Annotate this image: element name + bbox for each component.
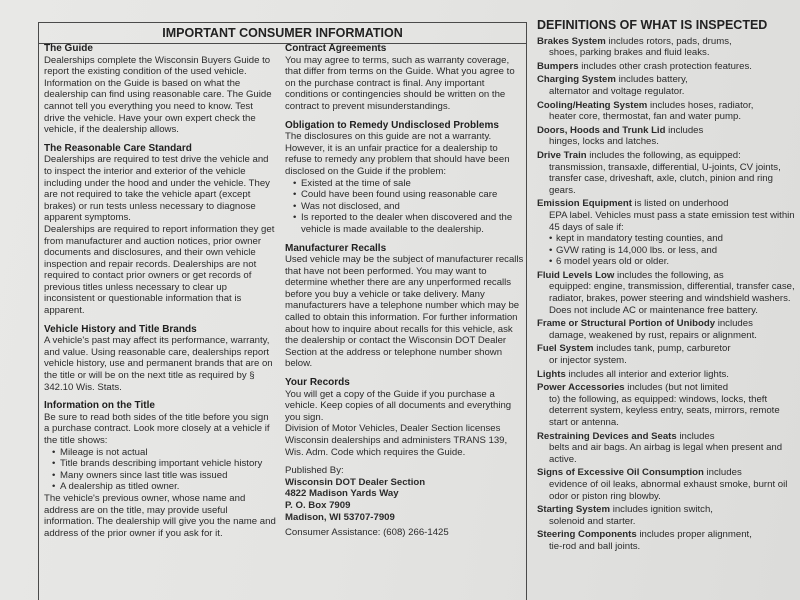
section-obligation bbox=[285, 120, 525, 236]
definition-term: Frame or Structural Portion of Unibody bbox=[537, 318, 716, 330]
list-item: • Is reported to the dealer when discovered and the vehicle is made available to the dealership. bbox=[293, 212, 525, 235]
definition-text-continued: shoes, parking brakes and fluid leaks. bbox=[549, 47, 710, 59]
section-contract bbox=[285, 43, 525, 113]
definition-term: Fluid Levels Low bbox=[537, 269, 615, 281]
definitions-title: DEFINITIONS OF WHAT IS INSPECTED bbox=[537, 18, 768, 32]
list-item: • Mileage is not actual bbox=[52, 447, 276, 459]
text-reasonable-care-2: Dealerships are required to report information they get from manufacturer and auction notices, prior owner documents and disclosures, and their own vehicle inspection and repair records. Dealerships are not required to contact prior owners or get records of previous titles unless necessary to clear up inconsistent or questionable information that is apparent. bbox=[44, 223, 275, 317]
definition-text: includes hoses, radiator, bbox=[647, 99, 754, 111]
consumer-info-column-2 bbox=[285, 43, 525, 546]
definition-term: Doors, Hoods and Trunk Lid bbox=[537, 124, 666, 136]
definition-text: includes the following, as equipped: bbox=[586, 149, 741, 161]
heading-reasonable-care: The Reasonable Care Standard bbox=[44, 142, 192, 154]
definition-text-continued: evidence of oil leaks, abnormal exhaust smoke, burnt oil odor or piston ring blowby. bbox=[549, 478, 788, 502]
definition-text: includes battery, bbox=[615, 74, 688, 86]
section-title-info bbox=[44, 400, 276, 539]
definition-term: Fuel System bbox=[537, 343, 594, 355]
definition-text-continued: heater core, thermostat, fan and water pump. bbox=[549, 111, 741, 123]
definition-item bbox=[537, 270, 795, 316]
definition-item bbox=[537, 100, 795, 123]
definition-text: includes the following, as bbox=[614, 269, 724, 281]
definition-item bbox=[537, 343, 795, 366]
definition-term: Charging System bbox=[537, 74, 616, 86]
definition-term: Bumpers bbox=[537, 60, 579, 72]
section-published-by bbox=[285, 465, 525, 539]
list-item: • Existed at the time of sale bbox=[293, 178, 525, 190]
definition-text: includes all interior and exterior lights. bbox=[565, 368, 729, 380]
text-obligation: The disclosures on this guide are not a warranty. However, it is an unfair practice for a dealership to refuse to remedy any problem that should have been disclosed on the Guide if the problem: bbox=[285, 131, 510, 177]
definition-text-continued: hinges, locks and latches. bbox=[549, 136, 659, 148]
list-item: • kept in mandatory testing counties, and bbox=[549, 233, 795, 245]
publisher-street: 4822 Madison Yards Way bbox=[285, 488, 399, 500]
section-records bbox=[285, 377, 525, 458]
section-vehicle-history bbox=[44, 324, 276, 394]
text-records-1: You will get a copy of the Guide if you purchase a vehicle. Keep copies of all documents and everything you sign. bbox=[285, 388, 512, 423]
definition-text-continued: to) the following, as equipped: windows, locks, theft deterrent system, keyless entry, seats, mirrors, remote start or antenna. bbox=[549, 393, 780, 428]
heading-recalls: Manufacturer Recalls bbox=[285, 242, 387, 254]
section-recalls bbox=[285, 243, 525, 371]
consumer-info-column-1 bbox=[44, 43, 276, 546]
definition-item bbox=[537, 36, 795, 59]
definition-text: includes bbox=[676, 430, 715, 442]
definition-item bbox=[537, 318, 795, 341]
definition-term: Drive Train bbox=[537, 149, 587, 161]
list-item: • 6 model years old or older. bbox=[549, 256, 795, 268]
definition-text-continued: belts and air bags. An airbag is legal when present and active. bbox=[549, 442, 783, 465]
definition-item bbox=[537, 61, 795, 73]
publisher-po-box: P. O. Box 7909 bbox=[285, 499, 351, 511]
heading-vehicle-history: Vehicle History and Title Brands bbox=[44, 323, 197, 335]
heading-title-info: Information on the Title bbox=[44, 400, 155, 412]
definition-text: includes (but not limited bbox=[624, 382, 729, 394]
definitions-column bbox=[537, 20, 795, 555]
heading-the-guide: The Guide bbox=[44, 43, 93, 54]
obligation-list bbox=[285, 178, 525, 236]
definition-term: Brakes System bbox=[537, 35, 606, 47]
title-info-list bbox=[44, 447, 276, 493]
definition-term: Restraining Devices and Seats bbox=[537, 430, 677, 442]
text-title-info-2: The vehicle's previous owner, whose name and address are on the title, may provide useful information. The dealership will give you the name and address of the prior owner if you ask for it. bbox=[44, 492, 276, 539]
text-the-guide: Dealerships complete the Wisconsin Buyers Guide to report the existing condition of the used vehicle. Information on the Guide is based on what the dealership can find using reasonable care. The Guide cannot tell you everything you need to know. Test drive the vehicle. Have your own expert check the vehicle, if the dealership allows. bbox=[44, 54, 272, 136]
definition-item bbox=[537, 150, 795, 196]
list-item: • A dealership as titled owner. bbox=[52, 481, 276, 493]
definition-text: includes proper alignment, bbox=[636, 529, 752, 541]
publisher-city: Madison, WI 53707-7909 bbox=[285, 511, 395, 523]
definition-text-continued: solenoid and starter. bbox=[549, 515, 636, 527]
definition-text: includes other crash protection features. bbox=[578, 60, 752, 72]
definition-text: includes bbox=[703, 467, 742, 479]
published-label: Published By: bbox=[285, 465, 344, 477]
definition-item bbox=[537, 431, 795, 466]
definition-item bbox=[537, 529, 795, 552]
definition-term: Signs of Excessive Oil Consumption bbox=[537, 467, 704, 479]
text-recalls: Used vehicle may be the subject of manufacturer recalls that have not been performed. You may want to determine whether there are any unperformed recalls before you buy a vehicle or take delivery. Many manufacturers have a telephone number which may be called to obtain this information. For further information about how to inquire about recalls for this vehicle, ask the dealership or contact the Wisconsin DOT Dealer Section at the address or telephone number shown below. bbox=[285, 254, 524, 370]
text-records-2: Division of Motor Vehicles, Dealer Section licenses Wisconsin dealerships and administers TRANS 139, Wis. Adm. Code which requires the Guide. bbox=[285, 423, 508, 458]
definition-item bbox=[537, 198, 795, 268]
definition-term: Power Accessories bbox=[537, 382, 625, 394]
definition-text-continued: equipped: engine, transmission, differential, transfer case, radiator, brakes, power steering and windshield washers. Does not include AC or maintenance free battery. bbox=[549, 281, 795, 316]
heading-contract: Contract Agreements bbox=[285, 43, 387, 54]
list-item: • Many owners since last title was issued bbox=[52, 470, 276, 482]
definition-item bbox=[537, 125, 795, 148]
definition-term: Cooling/Heating System bbox=[537, 99, 648, 111]
definition-text-continued: alternator and voltage regulator. bbox=[549, 85, 685, 97]
list-item: • Title brands describing important vehicle history bbox=[52, 458, 276, 470]
definition-term: Starting System bbox=[537, 504, 611, 516]
text-reasonable-care-1: Dealerships are required to test drive the vehicle and to inspect the interior and exterior of the vehicle including under the hood and under the vehicle. They are not required to take the vehicle apart (except brakes) or run tests unless necessary to diagnose apparent symptoms. bbox=[44, 154, 270, 224]
consumer-info-box bbox=[38, 22, 527, 600]
consumer-info-title: IMPORTANT CONSUMER INFORMATION bbox=[39, 25, 526, 44]
definition-text: includes bbox=[715, 318, 753, 330]
definition-item bbox=[537, 74, 795, 97]
definition-text: includes ignition switch, bbox=[610, 504, 713, 516]
section-reasonable-care bbox=[44, 143, 276, 317]
list-item: • Was not disclosed, and bbox=[293, 201, 525, 213]
definition-text: includes bbox=[665, 124, 704, 136]
definition-term: Emission Equipment bbox=[537, 198, 632, 210]
definition-text-continued: or injector system. bbox=[549, 355, 627, 367]
definition-item bbox=[537, 382, 795, 428]
text-title-info: Be sure to read both sides of the title before you sign a purchase contract. Look more closely at a vehicle if the title shows: bbox=[44, 411, 270, 446]
definition-item bbox=[537, 369, 795, 381]
definition-text: is listed on underhood bbox=[631, 198, 729, 210]
definition-text: includes tank, pump, carburetor bbox=[593, 343, 731, 355]
definition-text: includes rotors, pads, drums, bbox=[605, 35, 732, 47]
publisher-name: Wisconsin DOT Dealer Section bbox=[285, 476, 426, 488]
definitions-list bbox=[537, 36, 795, 553]
list-item: • GVW rating is 14,000 lbs. or less, and bbox=[549, 245, 795, 257]
heading-obligation: Obligation to Remedy Undisclosed Problems bbox=[285, 119, 499, 131]
definition-text-continued: EPA label. Vehicles must pass a state emission test within 45 days of sale if: bbox=[549, 209, 795, 233]
heading-records: Your Records bbox=[285, 377, 350, 389]
text-vehicle-history: A vehicle's past may affect its performance, warranty, and value. Using reasonable care, dealerships report vehicle history, use and permanent brands that are on the title or will be on the next title as required by § 342.10 Wis. Stats. bbox=[44, 335, 273, 393]
section-the-guide bbox=[44, 43, 276, 136]
definition-text-continued: damage, weakened by rust, repairs or alignment. bbox=[549, 329, 757, 341]
list-item: • Could have been found using reasonable care bbox=[293, 189, 525, 201]
definition-text-continued: transmission, transaxle, differential, U-joints, CV joints, transfer case, driveshaft, axle, clutch, pinion and ring gears. bbox=[549, 161, 781, 196]
definition-text-continued: tie-rod and ball joints. bbox=[549, 540, 641, 552]
definition-item bbox=[537, 504, 795, 527]
definition-item bbox=[537, 467, 795, 502]
consumer-assistance: Consumer Assistance: (608) 266-1425 bbox=[285, 527, 449, 539]
definition-term: Lights bbox=[537, 368, 566, 380]
emission-conditions-list bbox=[537, 233, 795, 268]
text-contract: You may agree to terms, such as warranty coverage, that differ from terms on the Guide. What you agree to on the purchase contract is final. Any important conditions or contingencies should be written on the contract to prevent misunderstandings. bbox=[285, 54, 515, 112]
definition-term: Steering Components bbox=[537, 529, 637, 541]
